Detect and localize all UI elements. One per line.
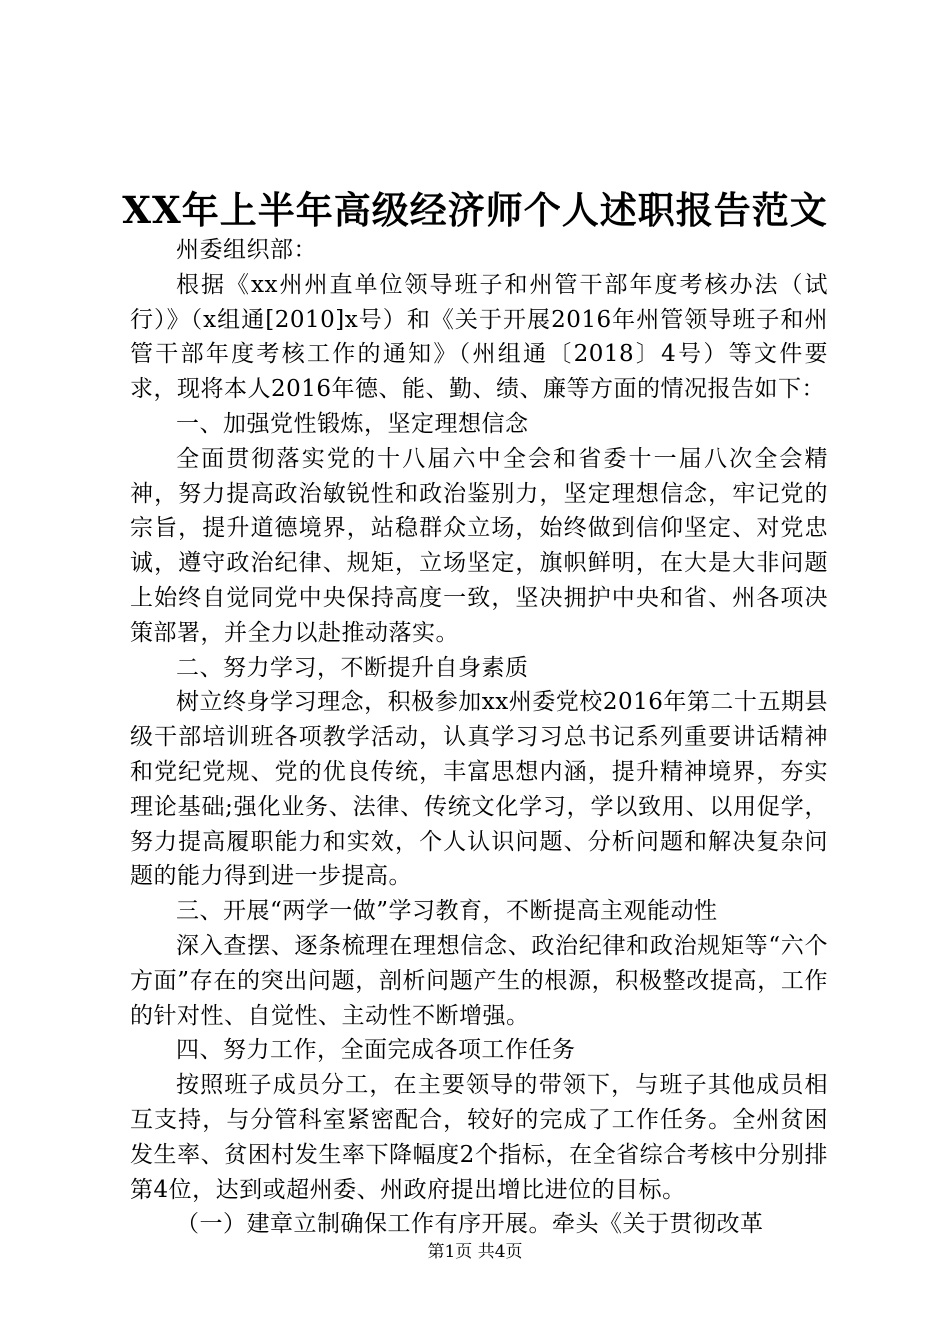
section-heading-3: 三、开展“两学一做”学习教育，不断提高主观能动性 [176,898,718,925]
section-heading-4: 四、努力工作，全面完成各项工作任务 [176,1037,576,1064]
subsection-paragraph-1: （一）建章立制确保工作有序开展。牵头《关于贯彻改革 [176,1211,764,1238]
intro-paragraph: 根据《xx州州直单位领导班子和州管干部年度考核办法（试行）》（x组通[2010]x号）和《关于开展2016年州管领导班子和州管干部年度考核工作的通知》（州组通〔2018〕4号）等文件要求，现将本人2016年德、能、勤、绩、廉等方面的情况报告如下： [130,271,828,403]
section-paragraph-1: 全面贯彻落实党的十八届六中全会和省委十一届八次全会精神，努力提高政治敏锐性和政治鉴别力，坚定理想信念，牢记党的宗旨，提升道德境界，站稳群众立场，始终做到信仰坚定、对党忠诚，遵守政治纪律、规矩，立场坚定，旗帜鲜明，在大是大非问题上始终自觉同党中央保持高度一致，坚决拥护中央和省、州各项决策部署，并全力以赴推动落实。 [130,445,828,646]
section-heading-1: 一、加强党性锻炼，坚定理想信念 [176,410,529,437]
document-body [130,233,828,1242]
page-number-footer: 第1页 共4页 [427,1242,523,1262]
section-paragraph-3: 深入查摆、逐条梳理在理想信念、政治纪律和政治规矩等“六个方面”存在的突出问题，剖析问题产生的根源，积极整改提高，工作的针对性、自觉性、主动性不断增强。 [130,932,828,1029]
section-paragraph-4: 按照班子成员分工，在主要领导的带领下，与班子其他成员相互支持，与分管科室紧密配合，较好的完成了工作任务。全州贫困发生率、贫困村发生率下降幅度2个指标，在全省综合考核中分别排第4位，达到或超州委、州政府提出增比进位的目标。 [130,1072,828,1203]
section-paragraph-2: 树立终身学习理念，积极参加xx州委党校2016年第二十五期县级干部培训班各项教学活动，认真学习习总书记系列重要讲话精神和党纪党规、党的优良传统，丰富思想内涵，提升精神境界，夯实理论基础;强化业务、法律、传统文化学习，学以致用、以用促学，努力提高履职能力和实效，个人认识问题、分析问题和解决复杂问题的能力得到进一步提高。 [130,689,828,890]
document-title: XX年上半年高级经济师个人述职报告范文 [122,188,828,232]
section-heading-2: 二、努力学习，不断提升自身素质 [176,654,529,681]
salutation: 州委组织部： [176,237,317,263]
